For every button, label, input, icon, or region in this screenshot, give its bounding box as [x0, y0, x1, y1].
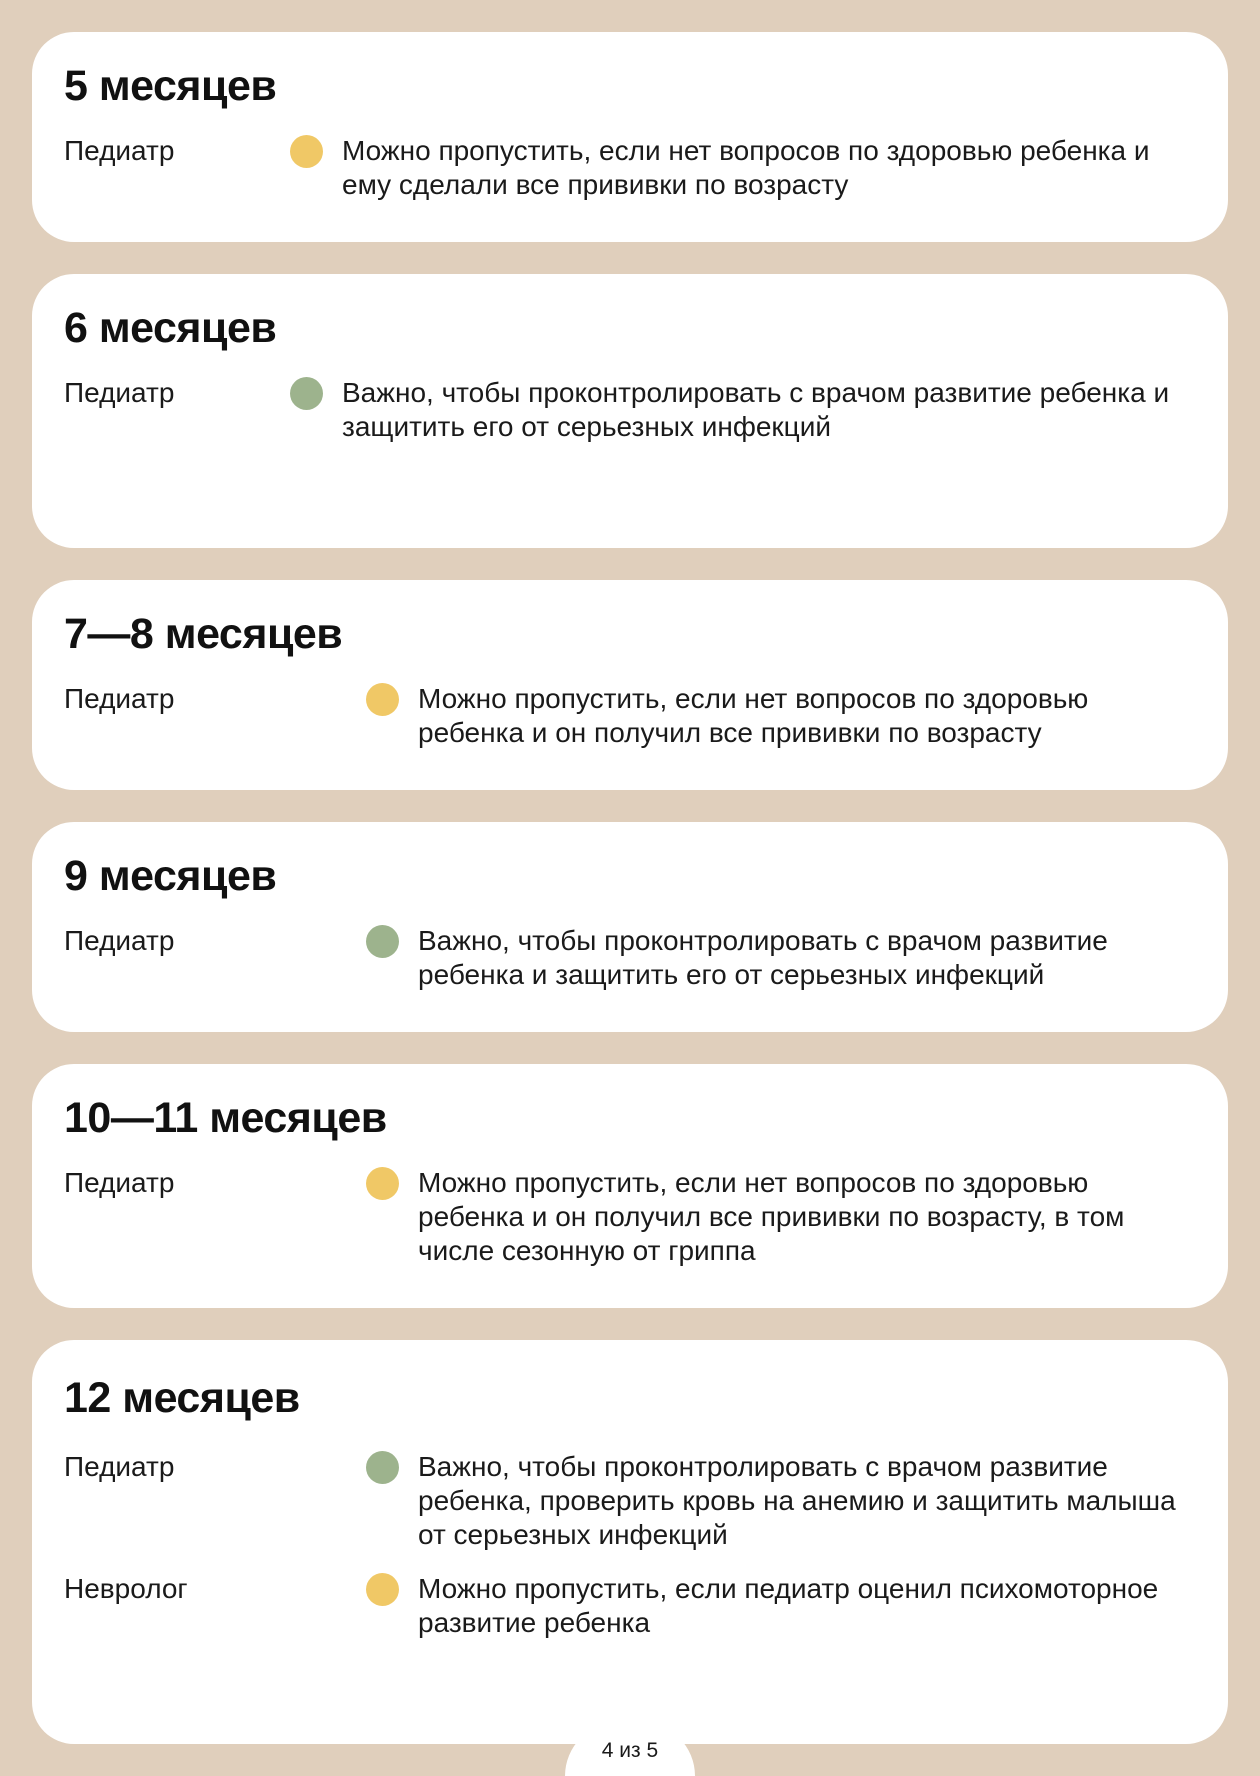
- card-6-months: [32, 274, 1228, 548]
- visit-description: Можно пропустить, если нет вопросов по здоровью ребенка и ему сделали все прививки по возрасту: [342, 135, 1150, 200]
- specialist-label: Педиатр: [64, 925, 175, 956]
- visit-row: [64, 924, 1196, 992]
- card-title: 5 месяцев: [64, 62, 277, 110]
- visit-row: [64, 376, 1196, 444]
- visit-row: [64, 134, 1196, 202]
- specialist-label: Педиатр: [64, 1167, 175, 1198]
- visit-description: Важно, чтобы проконтролировать с врачом развитие ребенка и защитить его от серьезных инфекций: [418, 925, 1108, 990]
- card-9-months: [32, 822, 1228, 1032]
- visit-description: Можно пропустить, если педиатр оценил психомоторное развитие ребенка: [418, 1573, 1159, 1638]
- status-dot-optional-icon: [366, 683, 399, 716]
- page-indicator-label: 4 из 5: [601, 1739, 659, 1762]
- visit-description: Важно, чтобы проконтролировать с врачом развитие ребенка, проверить кровь на анемию и защитить малыша от серьезных инфекций: [418, 1451, 1176, 1550]
- visit-row: [64, 682, 1196, 750]
- card-title: 9 месяцев: [64, 852, 277, 900]
- card-5-months: [32, 32, 1228, 242]
- status-dot-optional-icon: [366, 1167, 399, 1200]
- status-dot-important-icon: [366, 925, 399, 958]
- visit-row: [64, 1450, 1196, 1552]
- card-title: 7—8 месяцев: [64, 610, 343, 658]
- card-title: 12 месяцев: [64, 1374, 300, 1422]
- specialist-label: Педиатр: [64, 683, 175, 714]
- visit-description: Важно, чтобы проконтролировать с врачом развитие ребенка и защитить его от серьезных инфекций: [342, 377, 1170, 442]
- status-dot-optional-icon: [366, 1573, 399, 1606]
- visit-row: [64, 1572, 1196, 1640]
- visit-row: [64, 1166, 1196, 1268]
- visit-description: Можно пропустить, если нет вопросов по здоровью ребенка и он получил все прививки по возрасту, в том числе сезонную от гриппа: [418, 1167, 1125, 1266]
- card-title: 6 месяцев: [64, 304, 277, 352]
- card-10-11-months: [32, 1064, 1228, 1308]
- status-dot-optional-icon: [290, 135, 323, 168]
- specialist-label: Педиатр: [64, 1451, 175, 1482]
- card-12-months: [32, 1340, 1228, 1744]
- card-title: 10—11 месяцев: [64, 1094, 387, 1142]
- status-dot-important-icon: [366, 1451, 399, 1484]
- specialist-label: Педиатр: [64, 377, 175, 408]
- specialist-label: Невролог: [64, 1573, 188, 1604]
- visit-description: Можно пропустить, если нет вопросов по здоровью ребенка и он получил все прививки по возрасту: [418, 683, 1089, 748]
- card-7-8-months: [32, 580, 1228, 790]
- status-dot-important-icon: [290, 377, 323, 410]
- specialist-label: Педиатр: [64, 135, 175, 166]
